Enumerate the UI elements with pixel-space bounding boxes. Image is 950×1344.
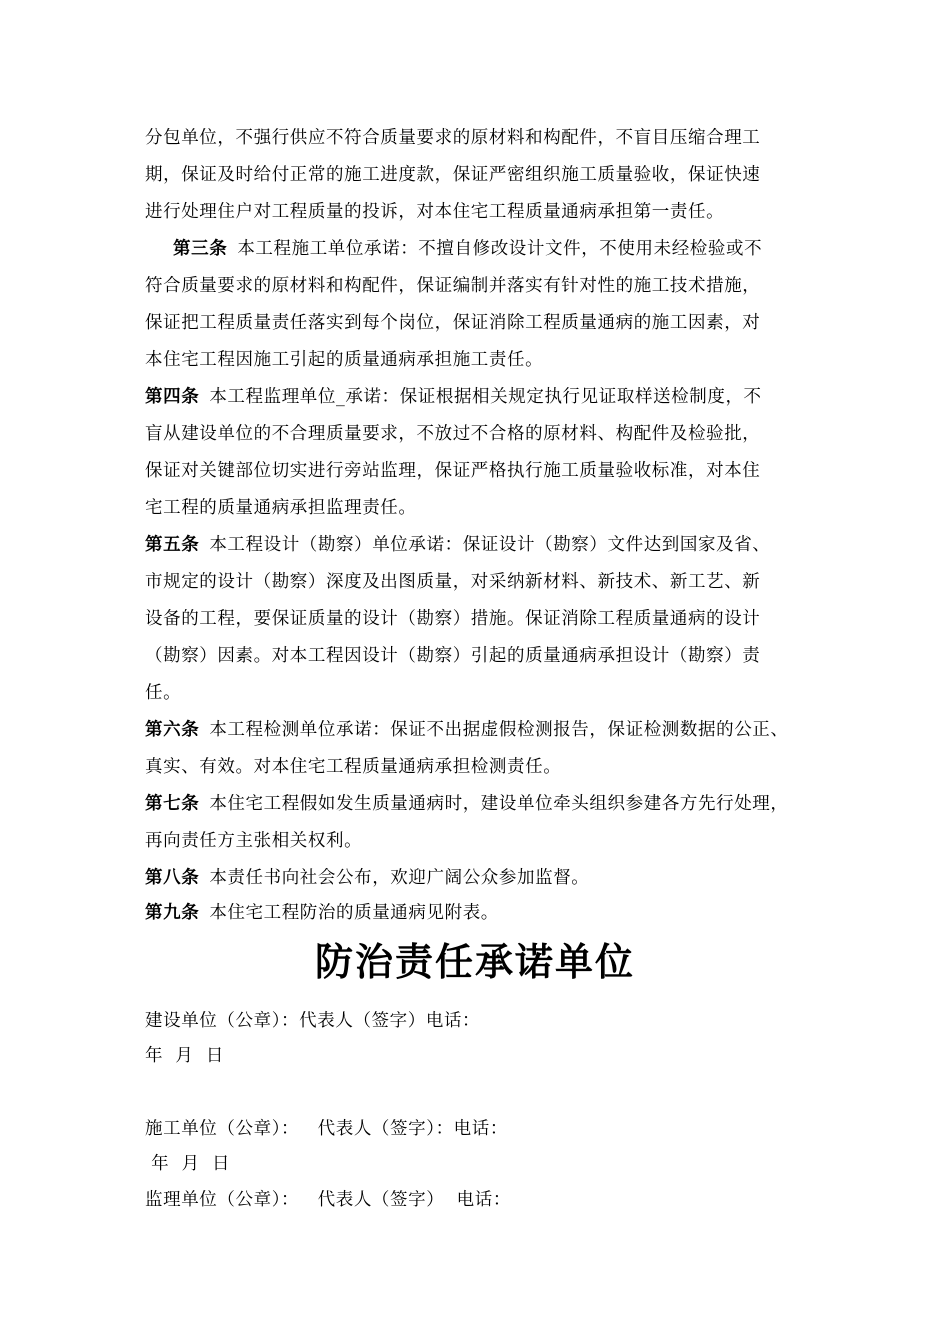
paragraph-line: 进行处理住户对工程质量的投诉，对本住宅工程质量通病承担第一责任。: [145, 202, 725, 222]
article-3-line: 第三条 本工程施工单位承诺：不擅自修改设计文件，不使用未经检验或不: [173, 239, 763, 259]
builder-unit-date: 年 月 日: [145, 1154, 231, 1174]
paragraph-line: 符合质量要求的原材料和构配件，保证编制并落实有针对性的施工技术措施，: [145, 276, 761, 296]
construction-unit-signature: 建设单位（公章）：代表人（签字）电话：: [145, 1011, 481, 1031]
paragraph-line: 任。: [145, 683, 182, 703]
article-6-line: 第六条 本工程检测单位承诺：保证不出据虚假检测报告，保证检测数据的公正、: [145, 720, 789, 740]
section-heading: 防治责任承诺单位: [314, 940, 635, 984]
paragraph-line: 真实、有效。对本住宅工程质量通病承担检测责任。: [145, 757, 562, 777]
supervision-unit-signature: 监理单位（公章）： 代表人（签字） 电话：: [145, 1190, 511, 1210]
article-4-line: 第四条 本工程监理单位_承诺：保证根据相关规定执行见证取样送检制度，不: [145, 387, 762, 407]
article-9-line: 第九条 本住宅工程防治的质量通病见附表。: [145, 903, 499, 923]
article-5-label: 第五条: [145, 535, 200, 555]
article-3-label: 第三条: [173, 239, 228, 259]
paragraph-line: 宅工程的质量通病承担监理责任。: [145, 498, 417, 518]
construction-unit-date: 年 月 日: [145, 1046, 224, 1066]
article-6-label: 第六条: [145, 720, 200, 740]
paragraph-line: 市规定的设计（勘察）深度及出图质量，对采纳新材料、新技术、新工艺、新: [145, 572, 761, 592]
article-7-line: 第七条 本住宅工程假如发生质量通病时，建设单位牵头组织参建各方先行处理，: [145, 794, 789, 814]
paragraph-line: 设备的工程，要保证质量的设计（勘察）措施。保证消除工程质量通病的设计: [145, 609, 761, 629]
article-4-label: 第四条: [145, 387, 200, 407]
paragraph-line: 再向责任方主张相关权利。: [145, 831, 363, 851]
paragraph-line: 盲从建设单位的不合理质量要求，不放过不合格的原材料、构配件及检验批，: [145, 424, 761, 444]
article-8-line: 第八条 本责任书向社会公布，欢迎广阔公众参加监督。: [145, 868, 590, 888]
builder-unit-signature: 施工单位（公章）： 代表人（签字）：电话：: [145, 1119, 508, 1139]
paragraph-line: 本住宅工程因施工引起的质量通病承担施工责任。: [145, 350, 544, 370]
paragraph-line: 保证把工程质量责任落实到每个岗位，保证消除工程质量通病的施工因素，对: [145, 313, 761, 333]
article-5-line: 第五条 本工程设计（勘察）单位承诺：保证设计（勘察）文件达到国家及省、: [145, 535, 771, 555]
paragraph-line: 分包单位，不强行供应不符合质量要求的原材料和构配件，不盲目压缩合理工: [145, 128, 761, 148]
article-8-label: 第八条: [145, 868, 200, 888]
paragraph-line: （勘察）因素。对本工程因设计（勘察）引起的质量通病承担设计（勘察）责: [145, 646, 761, 666]
paragraph-line: 期，保证及时给付正常的施工进度款，保证严密组织施工质量验收，保证快速: [145, 165, 761, 185]
article-7-label: 第七条: [145, 794, 200, 814]
article-9-label: 第九条: [145, 903, 200, 923]
paragraph-line: 保证对关键部位切实进行旁站监理，保证严格执行施工质量验收标准，对本住: [145, 461, 761, 481]
